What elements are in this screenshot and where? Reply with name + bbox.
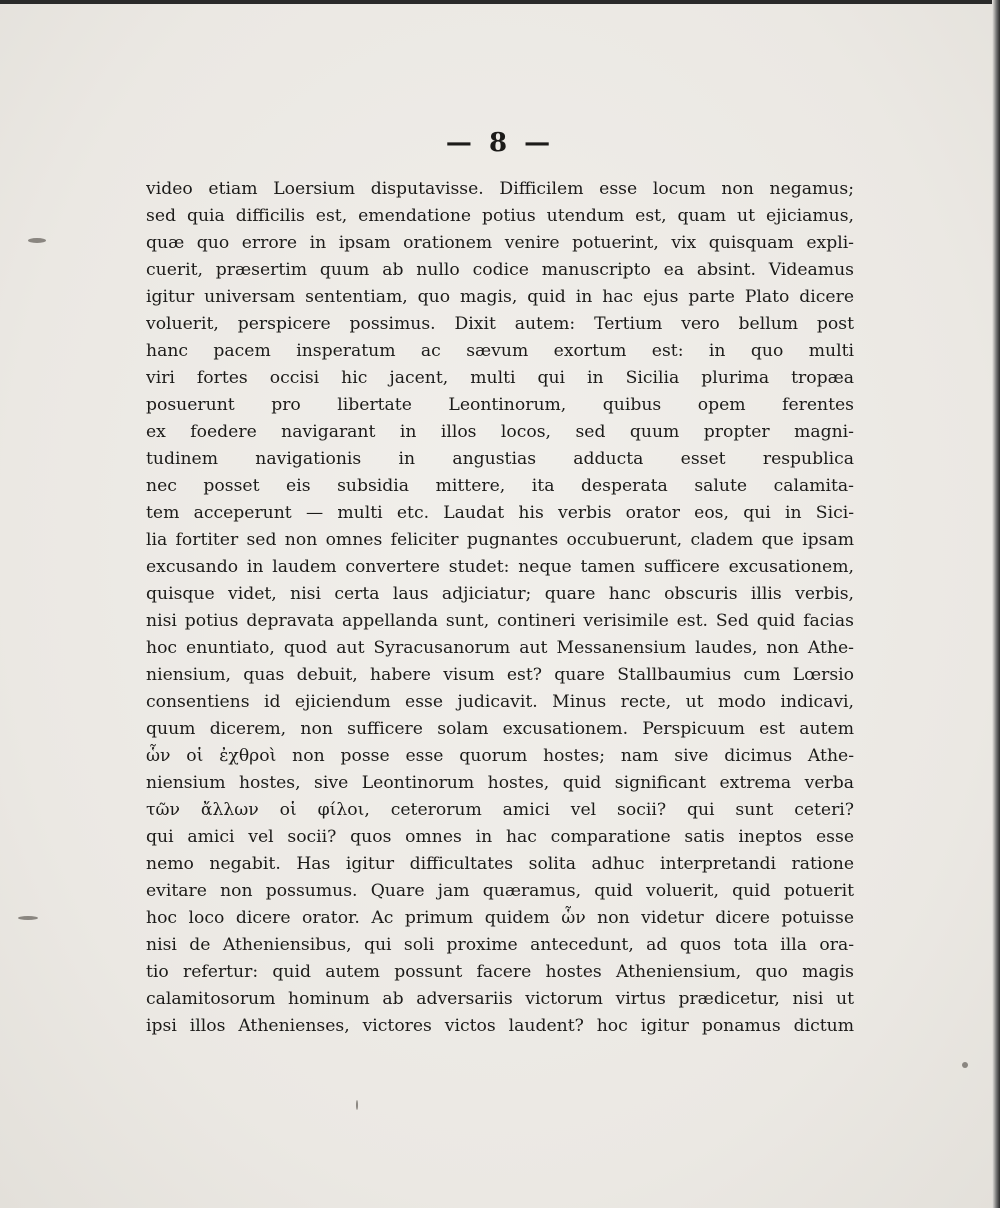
text-line: ex foedere navigarant in illos locos, sed quum propter magni-	[146, 422, 854, 442]
text-line: quum dicerem, non sufficere solam excusationem. Perspicuum est autem	[146, 719, 854, 739]
scan-border-top	[0, 0, 1000, 4]
text-line: calamitosorum hominum ab adversariis victorum virtus prædicetur, nisi ut	[146, 989, 854, 1009]
scan-speck	[18, 916, 38, 920]
text-line: niensium, quas debuit, habere visum est? quare Stallbaumius cum Lœrsio	[146, 665, 854, 685]
text-line: tudinem navigationis in angustias adducta esset respublica	[146, 449, 854, 469]
text-line: hoc enuntiato, quod aut Syracusanorum aut Messanensium laudes, non Athe-	[146, 638, 854, 658]
text-line: evitare non possumus. Quare jam quæramus, quid voluerit, quid potuerit	[146, 881, 854, 901]
scan-speck	[962, 1062, 968, 1068]
text-line: nisi de Atheniensibus, qui soli proxime antecedunt, ad quos tota illa ora-	[146, 935, 854, 955]
page-number: — 8 —	[445, 128, 555, 158]
text-line: excusando in laudem convertere studet: neque tamen sufficere excusationem,	[146, 557, 854, 577]
text-line: ὧν οἱ ἐχθροὶ non posse esse quorum hostes; nam sive dicimus Athe-	[146, 746, 854, 766]
text-line: quisque videt, nisi certa laus adjiciatur; quare hanc obscuris illis verbis,	[146, 584, 854, 604]
scan-speck	[28, 238, 46, 243]
text-line: video etiam Loersium disputavisse. Difficilem esse locum non negamus;	[146, 179, 854, 199]
text-line: nec posset eis subsidia mittere, ita desperata salute calamita-	[146, 476, 854, 496]
text-line: lia fortiter sed non omnes feliciter pugnantes occubuerunt, cladem que ipsam	[146, 530, 854, 550]
scan-border-right	[992, 0, 1000, 1208]
text-line: posuerunt pro libertate Leontinorum, quibus opem ferentes	[146, 395, 854, 415]
text-line: niensium hostes, sive Leontinorum hostes, quid significant extrema verba	[146, 773, 854, 793]
text-line: viri fortes occisi hic jacent, multi qui in Sicilia plurima tropæa	[146, 368, 854, 388]
scan-speck	[356, 1100, 358, 1110]
text-line: ipsi illos Athenienses, victores victos laudent? hoc igitur ponamus dictum	[146, 1016, 854, 1036]
text-line: qui amici vel socii? quos omnes in hac comparatione satis ineptos esse	[146, 827, 854, 847]
text-line: quæ quo errore in ipsam orationem venire potuerint, vix quisquam expli-	[146, 233, 854, 253]
text-line: tio refertur: quid autem possunt facere hostes Atheniensium, quo magis	[146, 962, 854, 982]
text-line: cuerit, præsertim quum ab nullo codice manuscripto ea absint. Videamus	[146, 260, 854, 280]
text-line: voluerit, perspicere possimus. Dixit autem: Tertium vero bellum post	[146, 314, 854, 334]
text-line: sed quia difficilis est, emendatione potius utendum est, quam ut ejiciamus,	[146, 206, 854, 226]
text-line: consentiens id ejiciendum esse judicavit. Minus recte, ut modo indicavi,	[146, 692, 854, 712]
text-line: τῶν ἄλλων οἱ φίλοι, ceterorum amici vel socii? qui sunt ceteri?	[146, 800, 854, 820]
text-line: tem acceperunt — multi etc. Laudat his verbis orator eos, qui in Sici-	[146, 503, 854, 523]
text-line: igitur universam sententiam, quo magis, quid in hac ejus parte Plato dicere	[146, 287, 854, 307]
text-line: nemo negabit. Has igitur difficultates solita adhuc interpretandi ratione	[146, 854, 854, 874]
text-line: hanc pacem insperatum ac sævum exortum est: in quo multi	[146, 341, 854, 361]
text-line: nisi potius depravata appellanda sunt, contineri verisimile est. Sed quid facias	[146, 611, 854, 631]
text-line: hoc loco dicere orator. Ac primum quidem ὧν non videtur dicere potuisse	[146, 908, 854, 928]
body-text	[146, 176, 854, 1040]
